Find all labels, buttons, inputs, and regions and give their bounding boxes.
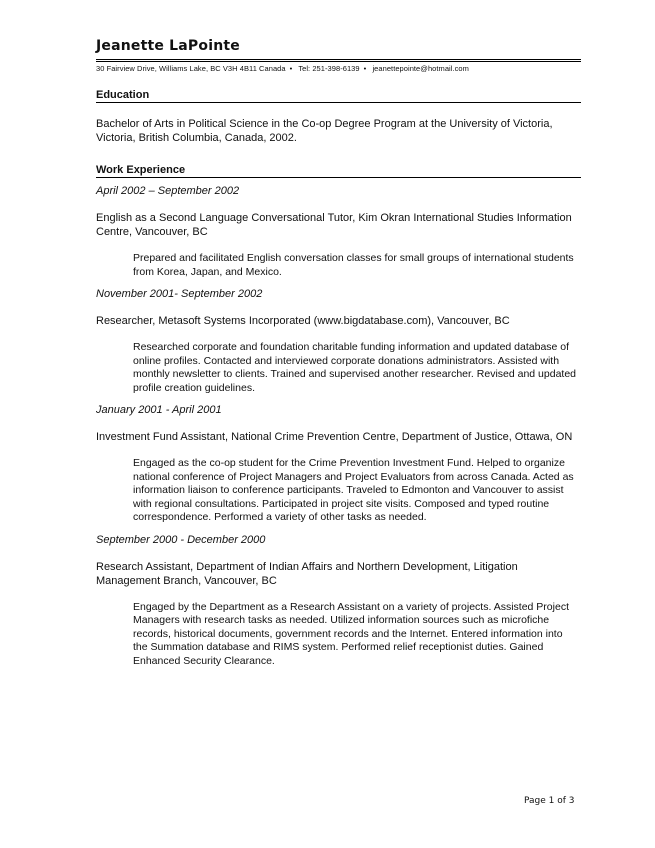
resume-page xyxy=(96,38,581,676)
header-double-rule xyxy=(96,59,581,62)
job-role: Investment Fund Assistant, National Crime Prevention Centre, Department of Justice, Ottawa, ON xyxy=(96,431,573,443)
address-text: 30 Fairview Drive, Williams Lake, BC V3H 4B11 Canada xyxy=(96,64,286,73)
page-number: Page 1 of 3 xyxy=(524,796,575,806)
job-dates: November 2001- September 2002 xyxy=(96,288,263,300)
job-entry xyxy=(96,287,581,395)
phone-text: Tel: 251-398-6139 xyxy=(298,64,360,73)
job-entry xyxy=(96,403,581,525)
email-text: jeanettepointe@hotmail.com xyxy=(372,64,469,73)
bullet-separator: • xyxy=(289,64,293,73)
job-dates: January 2001 - April 2001 xyxy=(96,404,222,416)
education-heading: Education xyxy=(96,89,581,103)
job-description: Engaged by the Department as a Research Assistant on a variety of projects. Assisted Project Managers with research tasks as needed. Utilized information sources such as microfiche records, historical documents, government records and the Internet. Entered information into the Summation database and RIMS system. Performed relief receptionist duties. Gained Enhanced Security Clearance. xyxy=(133,600,569,667)
job-description: Researched corporate and foundation charitable funding information and updated database of online profiles. Contacted and interviewed corporate donations administrators. Assisted with monthly newsletter to clients. Trained and supervised another researcher. Revised and updated profile creation guidelines. xyxy=(133,341,577,394)
work-experience-heading: Work Experience xyxy=(96,164,581,178)
job-entry xyxy=(96,533,581,669)
job-entry xyxy=(96,184,581,279)
job-dates: April 2002 – September 2002 xyxy=(96,185,240,197)
job-role: Research Assistant, Department of Indian Affairs and Northern Development, Litigation Management Branch, Vancouver, BC xyxy=(96,560,518,587)
job-role: English as a Second Language Conversational Tutor, Kim Okran International Studies Information Centre, Vancouver, BC xyxy=(96,212,572,238)
job-description: Prepared and facilitated English conversation classes for small groups of international students from Korea, Japan, and Mexico. xyxy=(133,252,574,278)
contact-line xyxy=(96,64,581,73)
bullet-separator: • xyxy=(363,64,367,73)
job-role: Researcher, Metasoft Systems Incorporated (www.bigdatabase.com), Vancouver, BC xyxy=(96,315,510,327)
applicant-name: Jeanette LaPointe xyxy=(96,38,240,54)
education-text: Bachelor of Arts in Political Science in the Co-op Degree Program at the University of Victoria, Victoria, British Columbia, Canada, 2002. xyxy=(96,118,553,144)
job-dates: September 2000 - December 2000 xyxy=(96,533,266,546)
job-description: Engaged as the co-op student for the Crime Prevention Investment Fund. Helped to organize national conference of Project Managers and Project Evaluators from across Canada. Acted as information liaison to conference participants. Traveled to Edmonton and Vancouver to assist with regional consultations. Participated in project site visits. Composed and typed routine correspondence. Performed a variety of other tasks as needed. xyxy=(133,457,574,523)
